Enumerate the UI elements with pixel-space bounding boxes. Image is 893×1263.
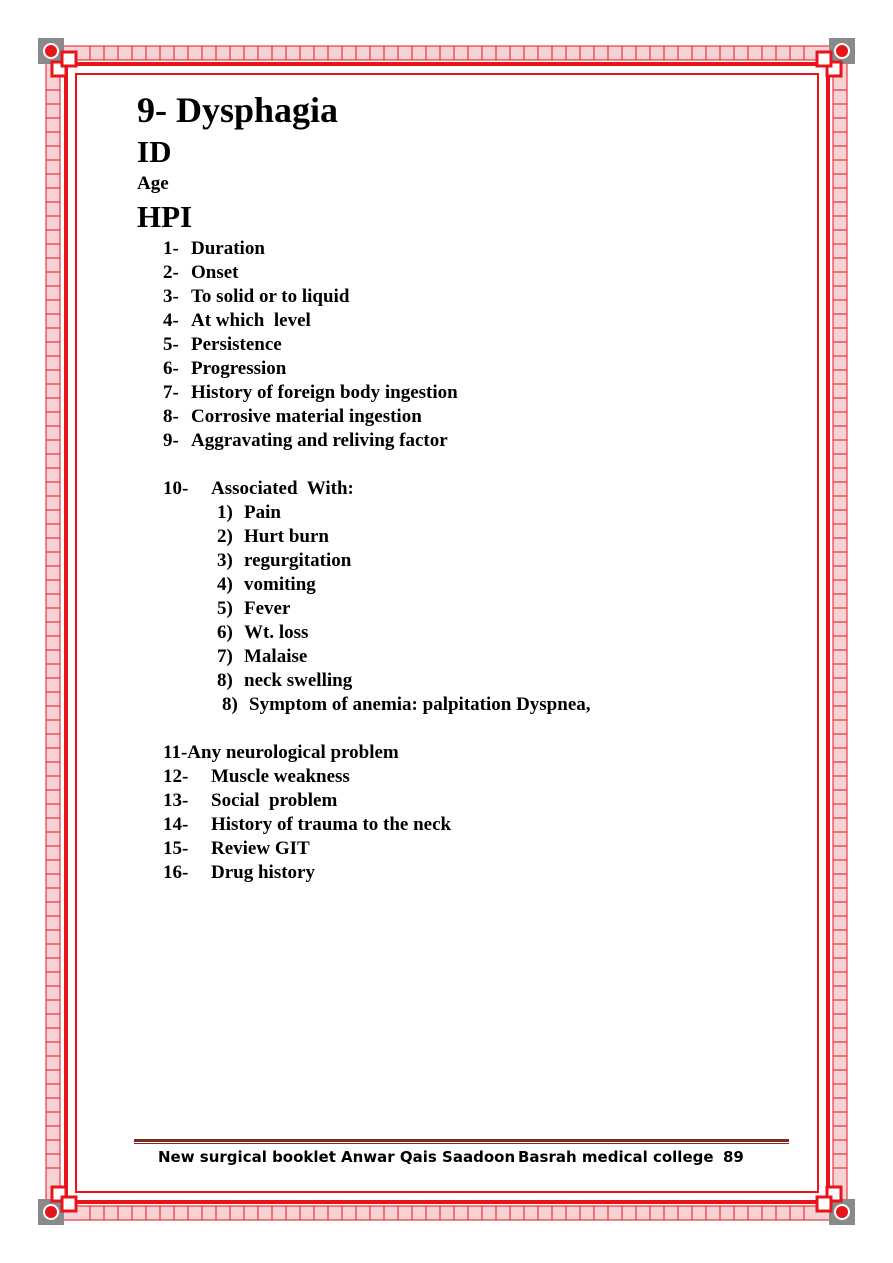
list-item: 8- Corrosive material ingestion [163, 406, 422, 427]
list-item: 3) regurgitation [217, 550, 352, 571]
border-corner [817, 38, 855, 76]
border-corner [38, 38, 76, 76]
list-item: 3- To solid or to liquid [163, 286, 350, 307]
list-item: 5) Fever [217, 598, 291, 619]
list-item: 6- Progression [163, 358, 287, 379]
list-item: 8) Symptom of anemia: palpitation Dyspnea, [222, 694, 591, 715]
list-item: 7) Malaise [217, 646, 308, 667]
page-number: 89 [723, 1148, 744, 1166]
list-item: 5- Persistence [163, 334, 282, 355]
corner-step [62, 1197, 76, 1211]
corner-dot [835, 1205, 849, 1219]
corner-step [817, 52, 831, 66]
list-item: 16- Drug history [163, 862, 315, 883]
footer-rule [134, 1139, 789, 1142]
border-band-left [46, 46, 60, 1220]
corner-dot [44, 44, 58, 58]
list-item: 4- At which level [163, 310, 311, 331]
list-item: 2) Hurt burn [217, 526, 329, 547]
border-band-bottom [46, 1206, 847, 1220]
list-item: 13- Social problem [163, 790, 338, 811]
border-band-top [46, 46, 847, 60]
list-item: 9- Aggravating and reliving factor [163, 430, 448, 451]
border-band-right [833, 46, 847, 1220]
list-item: 6) Wt. loss [217, 622, 309, 643]
corner-dot [44, 1205, 58, 1219]
list-item: 12- Muscle weakness [163, 766, 350, 787]
list-item: 8) neck swelling [217, 670, 353, 691]
corner-dot [835, 44, 849, 58]
list-item: 4) vomiting [217, 574, 316, 595]
list-item: 2- Onset [163, 262, 239, 283]
corner-step [62, 52, 76, 66]
footer-rule-thin [134, 1143, 789, 1144]
list-item: 7- History of foreign body ingestion [163, 382, 458, 403]
associated-heading: 10- Associated With: [163, 478, 354, 499]
id-heading: ID [137, 134, 172, 169]
corner-step [817, 1197, 831, 1211]
list-item: 15- Review GIT [163, 838, 310, 859]
footer-booklet: New surgical booklet [158, 1148, 336, 1166]
hpi-heading: HPI [137, 199, 193, 234]
footer-college: Basrah medical college [518, 1148, 714, 1166]
list-item: 14- History of trauma to the neck [163, 814, 452, 835]
page-title: 9- Dysphagia [137, 90, 339, 130]
age-label: Age [137, 173, 169, 194]
footer-author: Anwar Qais Saadoon [341, 1148, 516, 1166]
list-item: 11-Any neurological problem [163, 742, 399, 763]
list-item: 1- Duration [163, 238, 265, 259]
list-item: 1) Pain [217, 502, 281, 523]
